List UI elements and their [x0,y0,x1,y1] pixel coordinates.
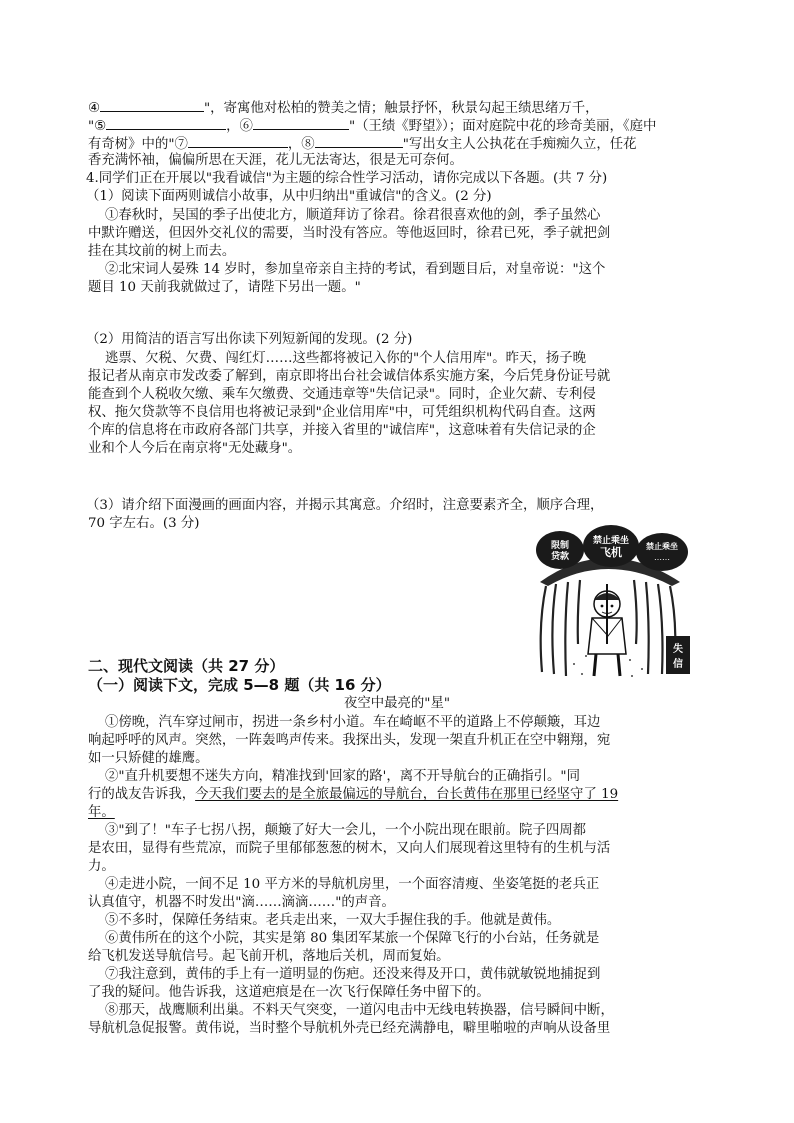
article-line: 响起呼呼的风声。突然，一阵轰鸣声传来。我探出头，发现一架直升机正在空中翱翔，宛 [88,733,611,748]
article-title: 夜空中最亮的"星" [343,696,451,711]
q4-intro: 4.同学们正在开展以"我看诚信"为主题的综合性学习活动，请你完成以下各题。(共 7 分) [86,171,608,186]
sign-text: 飞机 [600,546,622,559]
underlined-sentence: 今天我们要去的是全旅最偏远的导航台，台长黄伟在那里已经坚守了 19 [195,787,619,802]
poem-line-1: ④ "，寄寓他对松柏的赞美之情；触景抒怀，秋景勾起王绩思绪万千， [88,98,599,118]
article-line [88,804,115,822]
q4-sub2-prompt: （2）用简洁的语言写出你读下列短新闻的发现。(2 分) [86,332,413,347]
poem-line-4: 香充满怀袖，偏偏所思在天涯，花儿无法寄达，很是无可奈何。 [88,153,463,168]
news-line: 逃票、欠税、欠费、闯红灯……这些都将被记入你的"个人信用库"。昨天，扬子晚 [105,351,586,366]
news-line: 报记者从南京市发改委了解到，南京即将出台社会诚信体系实施方案，今后凭身份证号就 [88,369,611,384]
underlined-sentence-end: 年。 [88,805,115,820]
umbrella-label: 信 [673,659,683,670]
blank-7[interactable] [188,134,288,148]
sign-text: 贷款 [550,552,570,562]
news-line: 个库的信息将在市政府各部门共享，并接入省里的"诚信库"，这意味着有失信记录的企 [88,423,596,438]
cartoon-image [522,524,692,684]
article-line: ⑥黄伟所在的这个小院，其实是第 80 集团军某旅一个保障飞行的小台站，任务就是 [105,931,600,946]
umbrella-label: 失 [673,644,683,655]
blank-5[interactable] [106,116,226,130]
blank-4[interactable] [100,98,204,112]
article-line: ④走进小院，一间不足 10 平方米的导航机房里，一个面容清瘦、坐姿笔挺的老兵正 [105,877,600,892]
article-line: 了我的疑问。他告诉我，这道疤痕是在一次飞行保障任务中留下的。 [88,985,490,1000]
blank-4-label: ④ [88,101,101,116]
sign-text: 限制 [550,541,570,551]
sign-text: 禁止乘坐 [592,536,630,546]
article-line: ⑦我注意到，黄伟的手上有一道明显的伤疤。还没来得及开口，黄伟就敏锐地捕捉到 [105,967,601,982]
section-heading: 二、现代文阅读（共 27 分） [88,657,285,675]
story1-line: 挂在其坟前的树上而去。 [88,244,236,259]
q4-sub3-prompt: （3）请介绍下面漫画的画面内容，并揭示其寓意。介绍时，注意要素齐全，顺序合理， [86,498,604,513]
blank-6[interactable] [253,116,349,130]
story1-line: ①春秋时，吴国的季子出使北方，顺道拜访了徐君。徐君很喜欢他的剑，季子虽然心 [105,208,601,223]
article-line: 给飞机发送导航信号。起飞前开机，落地后关机，周而复始。 [88,949,450,964]
article-line: ⑤不多时，保障任务结束。老兵走出来，一双大手握住我的手。他就是黄伟。 [105,913,561,928]
article-line: ③"到了！"车子七拐八拐，颠簸了好大一会儿，一个小院出现在眼前。院子四周都 [105,823,586,838]
blank-6-label: ，⑥ [226,119,253,134]
news-line: 业和个人今后在南京将"无处藏身"。 [88,441,302,456]
article-line: ①傍晚，汽车穿过闸市，拐进一条乡村小道。车在崎岖不平的道路上不停颠簸，耳边 [105,715,601,730]
article-line: 导航机急促报警。黄伟说，当时整个导航机外壳已经充满静电，噼里啪啦的声响从设备里 [88,1021,611,1036]
story1-line: 中默许赠送，但因外交礼仪的需要，当时没有答应。等他返回时，徐君已死，季子就把剑 [88,226,611,241]
story2-line: ②北宋词人晏殊 14 岁时，参加皇帝亲自主持的考试，看到题目后，对皇帝说："这个 [105,262,606,277]
article-line: ⑧那天，战鹰顺利出巢。不料天气突变，一道闪电击中无线电转换器，信号瞬间中断， [105,1003,614,1018]
poem-line-3: 有奇树》中的"⑦ ，⑧ "写出女主人公执花在手痴痴久立，任花 [88,134,637,154]
section-subheading: （一）阅读下文，完成 5—8 题（共 16 分） [88,676,391,694]
sign-text: 禁止乘坐 [646,542,678,551]
blank-7-label: 有奇树》中的"⑦ [88,137,188,152]
article-line: ②"直升机要想不迷失方向，精准找到'回家的路'，离不开导航台的正确指引。"同 [105,769,580,784]
blank-8-label: ，⑧ [287,137,315,152]
article-line: 认真值守，机器不时发出"滴……滴滴……"的声音。 [88,895,395,910]
sign-ellipse [636,533,688,571]
sign-text: …… [654,553,670,562]
article-line: 行的战友告诉我，今天我们要去的是全旅最偏远的导航台，台长黄伟在那里已经坚守了 19 [88,787,619,802]
blank-5-label: "⑤ [88,119,107,134]
news-line: 能查到个人税收欠缴、乘车欠缴费、交通违章等"失信记录"。同时，企业欠薪、专利侵 [88,387,596,402]
poem-line-2: "⑤ ，⑥ "（王绩《野望》）；面对庭院中花的珍奇美丽，《庭中 [88,116,656,136]
story2-line: 题目 10 天前我就做过了，请陛下另出一题。" [88,280,361,295]
q4-sub3-prompt-cont: 70 字左右。(3 分) [88,516,200,531]
article-line: 如一只矫健的雄鹰。 [88,751,209,766]
article-line: 是农田，显得有些荒凉，而院子里郁郁葱葱的树木，又向人们展现着这里特有的生机与活 [88,841,611,856]
article-line: 力。 [88,859,115,874]
blank-8[interactable] [315,134,403,148]
q4-sub1-prompt: （1）阅读下面两则诚信小故事，从中归纳出"重诚信"的含义。(2 分) [86,189,492,204]
news-line: 权、拖欠贷款等不良信用也将被记录到"企业信用库"中，可凭组织机构代码自查。这两 [88,405,596,420]
